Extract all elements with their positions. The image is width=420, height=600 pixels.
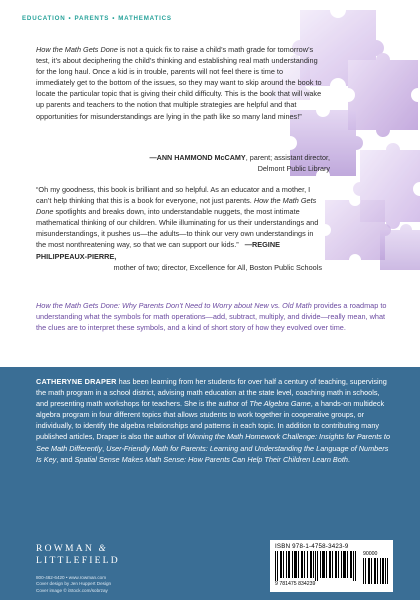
tag-parents: PARENTS <box>74 15 110 22</box>
publisher-contact: 800-462-6420 • www.rowman.com <box>36 575 107 580</box>
tag-separator: • <box>68 15 72 22</box>
bio-book-title: The Algebra Game <box>249 399 311 409</box>
quote-body: is not a quick fix to raise a child’s math grade for tomorrow’s test, it’s about deciphering the child’s thinking and establishing real math understanding for the long haul. Once a kid is in trouble, parents will not feel there is time to immediately get to the bottom of the issues, so they may want to skip around the book to locate the particular topic that is giving their child difficulty. This is the book that will wake up parents and teachers to the notion that multiple strategies are helpful and that opportunities for misunderstandings are lying in the path like so many land mines!” <box>36 45 322 121</box>
endorsement-quote-1 <box>36 44 322 122</box>
publisher-name-line1: ROWMAN <box>36 543 94 554</box>
isbn-number: ISBN 978-1-4758-3423-9 <box>275 543 349 550</box>
quote-book-title: How the Math Gets Done <box>36 196 317 217</box>
cover-design-credit: Cover design by Jen Huppert Design <box>36 581 112 587</box>
author-bio <box>36 376 392 465</box>
author-name: CATHERYNE DRAPER <box>36 377 117 386</box>
bio-book-title: User-Friendly Math for Parents: Learning and Understanding the Language of Numbers Is Key <box>36 443 389 464</box>
publisher-credits <box>36 575 111 594</box>
tag-education: EDUCATION <box>22 15 66 22</box>
publisher-logo <box>36 542 120 567</box>
cover-image-credit: Cover image © iStock.com/sobrzay <box>36 587 108 593</box>
book-summary <box>36 300 388 333</box>
tag-mathematics: MATHEMATICS <box>118 15 172 22</box>
tag-separator: • <box>112 15 116 22</box>
price-code-number: 90000 <box>363 551 378 557</box>
quote-lead: “Oh my goodness, this book is brilliant and so helpful. As an educator and a mother, I can’t help thinking that this is a book for everyone, not just parents. <box>36 185 311 206</box>
quote-book-title: How the Math Gets Done <box>36 45 118 54</box>
publisher-ampersand: & <box>98 543 108 553</box>
endorsement-quote-2 <box>36 184 322 273</box>
quote-author-role: , parent; assistant director, <box>245 153 330 162</box>
bio-text: , a hands-on multideck algebra program in four different topics that allows students to work together in cooperative groups, or individually, to identify the algebra relationships and patterns in each topic. In addition to contributing many published articles, Draper is also the author of <box>36 399 385 442</box>
bio-text: , and <box>56 454 75 464</box>
summary-book-title: How the Math Gets Done: Why Parents Don’t Need to Worry about New vs. Old Math <box>36 301 312 310</box>
quote-body: spotlights and breaks down, into understandable nuggets, the most intimate mathematical thinking of our children. While illuminating for us their understandings and misunderstandings, it pushes us—the adults—to think our very own understandings in the most nonthreatening way, so that we can support our kids.” <box>36 207 319 250</box>
publisher-name-line2: LITTLEFIELD <box>36 555 120 566</box>
bio-text: has been learning from her students for over half a century of teaching, supervising the math program in a school district, advising math education at the state level, coaching math in schools, and presenting math workshops for teachers. She is the author of <box>36 377 387 409</box>
quote-author-role: mother of two; director, Excellence for All, Boston Public Schools <box>113 262 322 272</box>
quote-1-attribution <box>149 152 330 174</box>
bio-text: , <box>102 443 107 453</box>
bio-book-title: Spatial Sense Makes Math Sense: How Parents Can Help Their Children Learn Both <box>74 454 348 464</box>
quote-author-org: Delmont Public Library <box>257 164 330 173</box>
bio-book-title: Winning the Math Homework Challenge: Insights for Parents to See Math Differently <box>36 432 391 453</box>
bio-text: . <box>347 454 350 464</box>
quote-author: —REGINE PHILIPPEAUX-PIERRE, <box>36 240 280 261</box>
barcode-digits: 9 781475 834239 <box>275 581 316 585</box>
barcode-graphic <box>275 551 359 585</box>
isbn-barcode-box <box>270 540 393 592</box>
quote-author: —ANN HAMMOND McCAMY <box>149 153 246 162</box>
category-tags <box>22 15 172 22</box>
summary-body: provides a roadmap to understanding what the symbols for math operations—add, subtract, multiply, and divide—really mean, what the clues are to interpret these symbols, and a kind of short story of how they evolved over time. <box>36 301 387 332</box>
price-barcode-graphic <box>363 558 389 584</box>
